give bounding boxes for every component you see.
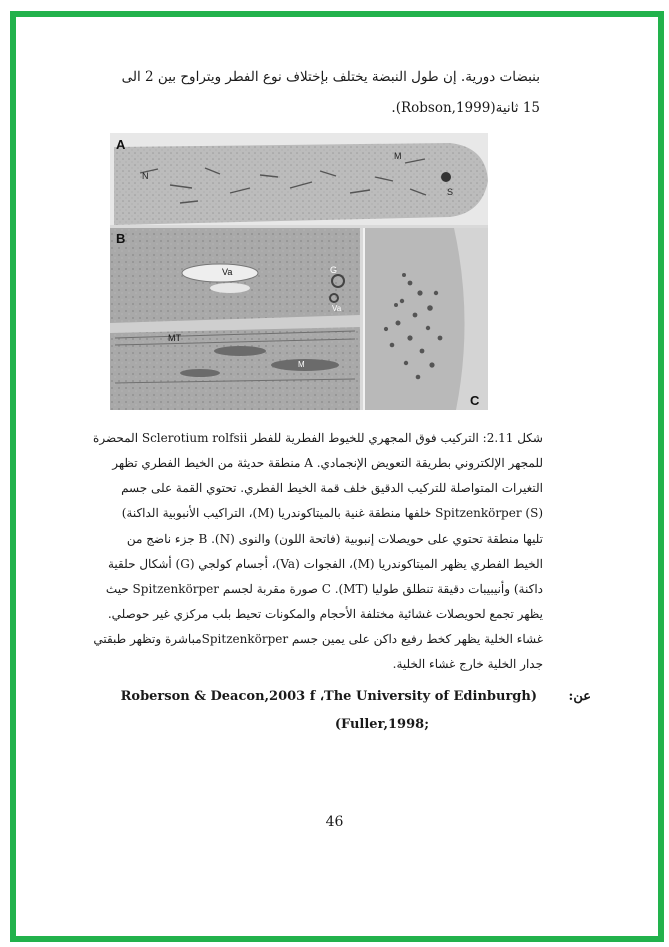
label-b-m: M <box>298 360 305 369</box>
label-a-m: M <box>394 151 402 161</box>
source-citation: Roberson & Deacon,2003 f ،The University of Edinburgh) <box>120 689 537 704</box>
source-line-2: (Fuller,1998; <box>334 717 429 732</box>
caption-line-7: داكنة) وأنيبيبات دقيقة تنطلق طوليا (MT). C صورة مقربة لجسم Spitzenkörper حيث <box>105 582 543 596</box>
caption-line-10: جدار الخلية خارج غشاء الخلية. <box>392 657 543 671</box>
micrograph-figure <box>110 133 488 410</box>
caption-line-3: التغيرات المتواصلة للتركيب الدقيق خلف قمة الخيط الفطري. تحتوي القمة على جسم <box>121 481 543 495</box>
caption-line-6: الخيط الفطري يظهر الميتاكوندريا (M)، الفجوات (Va)، أجسام كولجي (G) أشكال حلقية <box>108 557 543 571</box>
panel-label-c: C <box>470 393 480 408</box>
source-line-1 <box>121 689 537 704</box>
intro-line-1: بنبضات دورية. إن طول النبضة يختلف بإختلاف نوع الفطر ويتراوح بين 2 الى <box>121 69 540 85</box>
caption-line-1: شكل 2.11: التركيب فوق المجهري للخيوط الفطرية للفطر Sclerotium rolfsii المحضرة <box>93 431 543 445</box>
label-b-va-2: Va <box>332 304 342 313</box>
caption-line-8: يظهر تجمع لحويصلات غشائية مختلفة الأحجام والمكونات تحيط بلب مركزي غير حوصلي. <box>107 607 543 621</box>
caption-line-5: تليها منطقة تحتوي على حويصلات إنبوبية (فاتحة اللون) والنوى (N). B جزء ناضج من <box>126 532 543 546</box>
caption-line-9: غشاء الخلية يظهر كخط رفيع داكن على يمين جسم Spitzenkörperمباشرة وتظهر طبقتي <box>93 632 543 646</box>
label-b-va-1: Va <box>222 267 233 277</box>
panel-label-a: A <box>116 137 126 152</box>
label-a-n: N <box>142 171 149 181</box>
label-b-mt: MT <box>168 333 181 343</box>
panel-label-b: B <box>116 231 126 246</box>
label-a-s: S <box>447 187 454 197</box>
caption-line-4: (S) Spitzenkörper خلفها منطقة غنية بالميتاكوندريا (M)، التراكيب الأنبوبية الداكنة) <box>121 506 543 520</box>
caption-line-2: للمجهر الإلكتروني بطريقة التعويض الإنجمادي. A منطقة حديثة من الخيط الفطري تظهر <box>112 456 543 470</box>
micrograph-image <box>110 133 488 410</box>
label-b-g: G <box>330 265 338 275</box>
source-prefix: عن: <box>568 689 591 704</box>
page-number: 46 <box>325 814 344 830</box>
intro-line-2: 15 ثانية(Robson,1999). <box>391 100 540 116</box>
